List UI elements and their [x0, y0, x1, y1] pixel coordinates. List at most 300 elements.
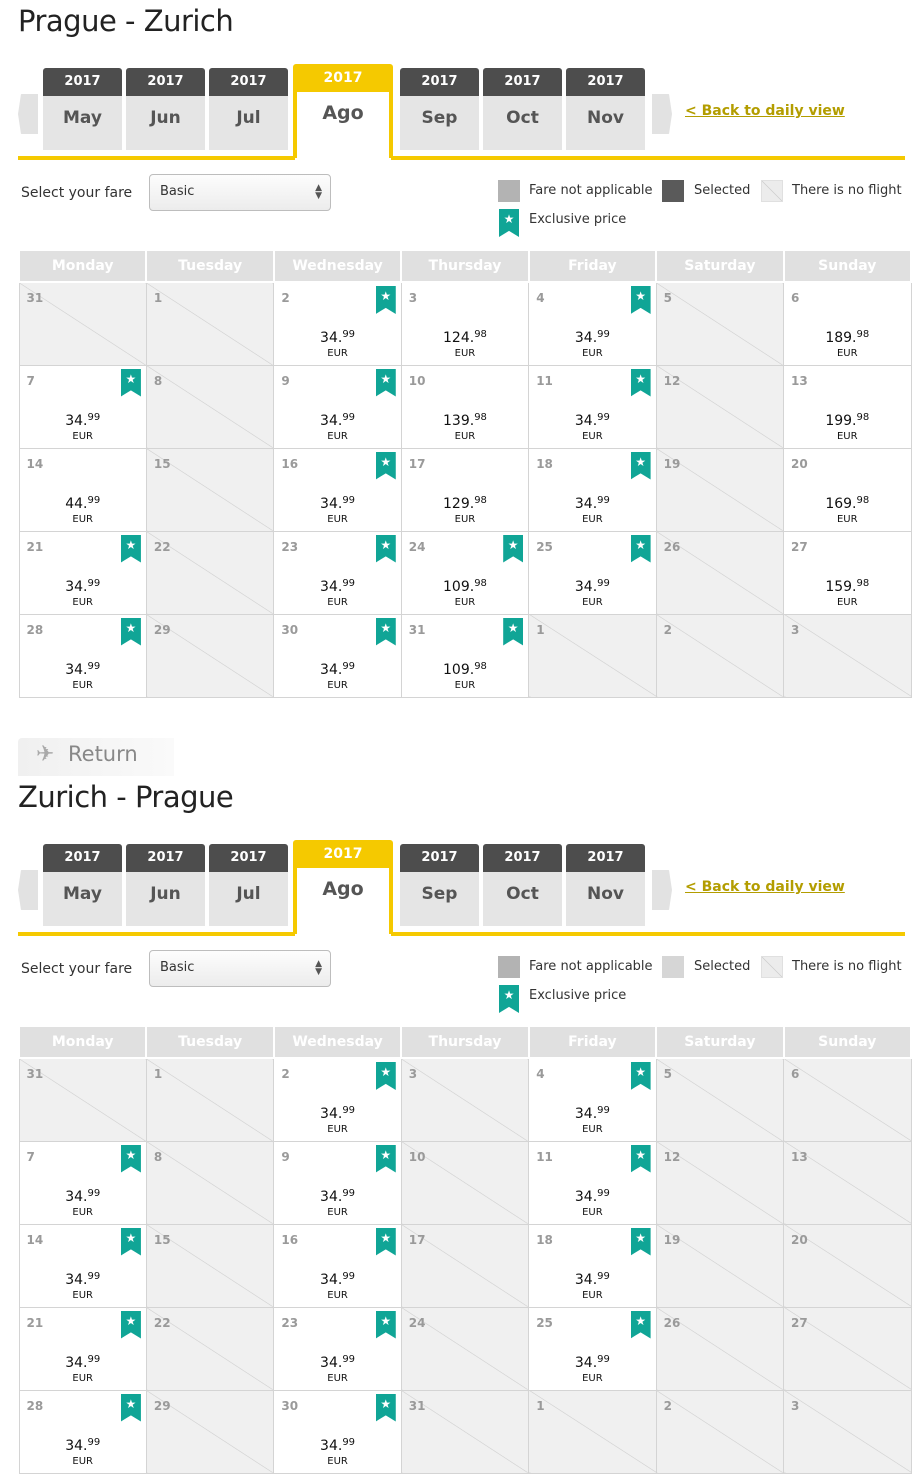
- calendar-day-no-flight: [784, 1224, 911, 1307]
- calendar-day-no-flight: [146, 531, 273, 614]
- calendar-day-fare[interactable]: [784, 282, 911, 365]
- exclusive-price-ribbon-icon: [121, 1228, 141, 1256]
- day-number: 25: [536, 1315, 553, 1330]
- month-tab[interactable]: [209, 68, 288, 150]
- calendar-day-fare[interactable]: [274, 365, 401, 448]
- calendar-day-fare[interactable]: [529, 282, 656, 365]
- fare-currency: EUR: [327, 1289, 348, 1301]
- fare-currency: EUR: [582, 513, 603, 525]
- month-tab-label: Nov: [566, 872, 645, 926]
- calendar-day-no-flight: [656, 1141, 783, 1224]
- calendar-day-fare[interactable]: [784, 365, 911, 448]
- fare-price-decimals: 99: [87, 660, 101, 672]
- fare-price: [274, 494, 400, 511]
- month-tab-year: 2017: [209, 68, 288, 96]
- fare-currency: EUR: [72, 1289, 93, 1301]
- day-number: 15: [153, 1232, 171, 1247]
- fare-currency: EUR: [582, 1372, 603, 1384]
- fare-price-integer: 34.: [574, 1354, 598, 1371]
- calendar-day-fare[interactable]: [529, 448, 656, 531]
- day-number: 7: [26, 373, 35, 388]
- fare-price: [784, 411, 910, 428]
- calendar-day-fare[interactable]: [274, 1224, 401, 1307]
- fare-price-integer: 169.: [825, 495, 857, 512]
- fare-price: [402, 660, 528, 677]
- fare-currency: EUR: [327, 679, 348, 691]
- exclusive-price-ribbon-icon: [631, 1062, 651, 1090]
- fare-price-decimals: 99: [342, 494, 356, 506]
- day-number: 1: [536, 1398, 545, 1413]
- fare-currency: EUR: [327, 596, 348, 608]
- fare-price: [529, 1270, 655, 1287]
- month-tab[interactable]: [566, 68, 645, 150]
- calendar-day-fare[interactable]: [401, 448, 528, 531]
- back-to-daily-view-link[interactable]: < Back to daily view: [685, 103, 845, 119]
- fare-currency: EUR: [454, 513, 476, 525]
- calendar-week-row: [19, 1058, 911, 1141]
- day-number: 3: [791, 622, 800, 637]
- day-number: 31: [26, 1067, 44, 1081]
- fare-price-integer: 34.: [320, 412, 343, 429]
- legend-selected-swatch: [662, 180, 684, 202]
- day-number: 1: [153, 291, 163, 305]
- fare-price: [274, 577, 400, 594]
- fare-price: [274, 1353, 400, 1370]
- fare-price: [784, 494, 910, 511]
- day-number: 30: [281, 622, 299, 637]
- day-number: 6: [791, 1067, 800, 1081]
- fare-currency: EUR: [836, 596, 858, 608]
- month-tab-label: Jul: [209, 96, 288, 150]
- weekday-label: Sunday: [784, 1026, 911, 1058]
- day-number: 15: [153, 456, 171, 471]
- return-tab[interactable]: [18, 738, 174, 776]
- fare-price-decimals: 99: [87, 1436, 101, 1448]
- calendar-day-fare[interactable]: [274, 448, 401, 531]
- fare-price-decimals: 99: [87, 494, 101, 506]
- back-to-daily-view-link[interactable]: < Back to daily view: [685, 879, 845, 895]
- weekday-label: Friday: [529, 250, 656, 282]
- fare-price-decimals: 99: [342, 411, 356, 423]
- calendar-day-fare[interactable]: [274, 1390, 401, 1473]
- weekday-label: Saturday: [656, 250, 783, 282]
- fare-price-integer: 34.: [320, 1271, 343, 1288]
- month-tab[interactable]: [43, 68, 122, 150]
- calendar-day-fare[interactable]: [529, 365, 656, 448]
- legend-not-applicable-swatch: [498, 956, 520, 978]
- exclusive-price-ribbon-icon: [121, 1145, 141, 1173]
- calendar-day-fare[interactable]: [19, 365, 146, 448]
- day-number: 28: [26, 1398, 44, 1413]
- calendar-day-fare[interactable]: [19, 1390, 146, 1473]
- fare-price-decimals: 99: [342, 1105, 356, 1116]
- fare-price-decimals: 99: [342, 1353, 356, 1365]
- day-number: 5: [663, 1067, 672, 1081]
- fare-price-decimals: 98: [474, 577, 487, 589]
- exclusive-price-ribbon-icon: [121, 535, 141, 563]
- calendar-week-row: [19, 1390, 911, 1473]
- weekday-label: Saturday: [656, 1026, 783, 1058]
- exclusive-price-ribbon-icon: [121, 618, 141, 646]
- exclusive-price-ribbon-icon: [121, 1311, 141, 1339]
- day-number: 4: [536, 1067, 545, 1081]
- month-tab-label: Nov: [566, 96, 645, 150]
- day-number: 26: [663, 539, 681, 554]
- month-tab-label: Jun: [126, 96, 205, 150]
- fare-price: [274, 1104, 400, 1121]
- calendar-day-no-flight: [146, 1390, 273, 1473]
- calendar-day-fare[interactable]: [529, 1224, 656, 1307]
- month-tab-year: 2017: [293, 64, 393, 92]
- select-caret-icon: ▲ ▼: [315, 959, 322, 977]
- fare-label: Select your fare: [21, 185, 133, 201]
- month-tab-year: 2017: [400, 68, 479, 96]
- fare-price-integer: 129.: [443, 495, 475, 512]
- month-tab-year: 2017: [483, 844, 562, 872]
- month-tab-label: Jun: [126, 872, 205, 926]
- calendar-day-fare[interactable]: [784, 448, 911, 531]
- calendar-day-fare[interactable]: [19, 1141, 146, 1224]
- day-number: 9: [281, 1149, 290, 1164]
- calendar-day-fare[interactable]: [274, 614, 401, 697]
- fare-price-decimals: 98: [474, 660, 487, 672]
- day-number: 10: [408, 1149, 426, 1164]
- fare-currency: EUR: [327, 1206, 348, 1218]
- fare-price-decimals: 99: [87, 577, 101, 589]
- fare-price-decimals: 99: [597, 1353, 610, 1365]
- fare-price: [529, 494, 655, 511]
- month-tab[interactable]: [209, 844, 288, 926]
- fare-price-integer: 34.: [65, 412, 88, 429]
- fare-price-decimals: 99: [87, 1353, 101, 1365]
- calendar-day-fare[interactable]: [274, 1141, 401, 1224]
- calendar-day-no-flight: [146, 1141, 273, 1224]
- calendar-day-no-flight: [784, 1058, 911, 1141]
- weekday-label: Friday: [529, 1026, 656, 1058]
- exclusive-price-ribbon-icon: [376, 618, 396, 646]
- fare-price-integer: 34.: [320, 495, 343, 512]
- day-number: 5: [663, 291, 672, 305]
- calendar-day-no-flight: [656, 531, 783, 614]
- day-number: 19: [663, 456, 681, 471]
- legend-not-applicable-swatch: [498, 180, 520, 202]
- fare-price-integer: 34.: [65, 1188, 88, 1205]
- fare-price-integer: 34.: [320, 1106, 343, 1122]
- fare-select[interactable]: [149, 174, 331, 211]
- fare-currency: EUR: [72, 1455, 93, 1467]
- calendar-day-fare[interactable]: [529, 1307, 656, 1390]
- tab-underline-left: [18, 932, 295, 936]
- fare-currency: EUR: [72, 596, 93, 608]
- day-number: 3: [408, 1067, 418, 1081]
- fare-select[interactable]: [149, 950, 331, 987]
- month-tab-label: Sep: [400, 872, 479, 926]
- month-tab[interactable]: [483, 844, 562, 926]
- exclusive-price-ribbon-icon: [376, 1062, 396, 1090]
- day-number: 14: [26, 1232, 44, 1247]
- next-months-arrow[interactable]: [652, 94, 672, 134]
- fare-price-integer: 34.: [320, 330, 343, 346]
- day-number: 23: [281, 539, 299, 554]
- fare-currency: EUR: [72, 1372, 93, 1384]
- legend-no-flight: There is no flight: [792, 959, 902, 974]
- day-number: 31: [408, 1398, 426, 1413]
- day-number: 17: [408, 1232, 426, 1247]
- fare-price: [784, 577, 910, 594]
- fare-currency: EUR: [836, 348, 858, 359]
- fare-price-integer: 34.: [574, 1271, 598, 1288]
- month-selector: [0, 64, 920, 164]
- calendar-day-fare[interactable]: [401, 365, 528, 448]
- exclusive-price-ribbon-icon: [121, 1394, 141, 1422]
- exclusive-price-ribbon-icon: [631, 452, 651, 480]
- fare-price-decimals: 99: [597, 1187, 610, 1199]
- legend-selected: Selected: [694, 959, 751, 974]
- calendar-week-row: [19, 1307, 911, 1390]
- calendar-day-no-flight: [784, 1390, 911, 1473]
- month-tab[interactable]: [126, 68, 205, 150]
- fare-currency: EUR: [327, 430, 348, 442]
- day-number: 16: [281, 456, 299, 471]
- fare-price-decimals: 99: [597, 494, 610, 506]
- day-number: 1: [536, 622, 545, 637]
- day-number: 21: [26, 1315, 44, 1330]
- route-title: Prague - Zurich: [18, 4, 234, 38]
- calendar-day-no-flight: [656, 448, 783, 531]
- month-tab-label: Oct: [483, 872, 562, 926]
- fare-currency: EUR: [327, 513, 348, 525]
- calendar-day-fare[interactable]: [401, 282, 528, 365]
- calendar-day-fare[interactable]: [274, 1058, 401, 1141]
- month-tab[interactable]: [293, 64, 393, 160]
- fare-price-decimals: 99: [342, 329, 356, 340]
- fare-currency: EUR: [836, 430, 858, 442]
- calendar-day-fare[interactable]: [19, 531, 146, 614]
- fare-price-decimals: 99: [87, 1187, 101, 1199]
- month-selector: [0, 840, 920, 940]
- fare-price-integer: 189.: [825, 330, 857, 346]
- calendar-day-no-flight: [146, 448, 273, 531]
- fare-currency: EUR: [327, 1372, 348, 1384]
- month-tab-year: 2017: [126, 68, 205, 96]
- calendar-day-fare[interactable]: [529, 1058, 656, 1141]
- month-tab-year: 2017: [566, 844, 645, 872]
- tab-underline-left: [18, 156, 295, 160]
- day-number: 20: [791, 1232, 808, 1247]
- calendar-day-no-flight: [401, 1307, 528, 1390]
- fare-price-decimals: 99: [342, 1436, 356, 1448]
- day-number: 21: [26, 539, 44, 554]
- legend-not-applicable: Fare not applicable: [529, 959, 653, 974]
- weekday-label: Monday: [19, 1026, 146, 1058]
- fare-price: [529, 577, 655, 594]
- fare-price-integer: 109.: [443, 578, 475, 595]
- fare-price: [402, 328, 528, 345]
- fare-price-decimals: 98: [856, 411, 870, 423]
- fare-price: [20, 1436, 146, 1453]
- weekday-label: Tuesday: [146, 250, 273, 282]
- fare-price-integer: 34.: [320, 1437, 343, 1454]
- fare-price: [529, 1187, 655, 1204]
- month-tab[interactable]: [43, 844, 122, 926]
- day-number: 30: [281, 1398, 299, 1413]
- day-number: 18: [536, 1232, 553, 1247]
- calendar-day-no-flight: [784, 1307, 911, 1390]
- fare-currency: EUR: [72, 679, 93, 691]
- fare-price-integer: 34.: [574, 1188, 598, 1205]
- tab-underline-right: [391, 156, 905, 160]
- day-number: 24: [408, 539, 426, 554]
- month-tab[interactable]: [400, 844, 479, 926]
- fare-price: [402, 577, 528, 594]
- day-number: 22: [153, 1315, 171, 1330]
- fare-price-decimals: 99: [597, 329, 610, 340]
- exclusive-price-ribbon-icon: [376, 286, 396, 314]
- fare-price-integer: 34.: [65, 1354, 88, 1371]
- calendar-day-no-flight: [656, 1307, 783, 1390]
- day-number: 2: [663, 622, 672, 637]
- fare-currency: EUR: [72, 513, 93, 525]
- fare-price: [274, 411, 400, 428]
- fare-calendar: [18, 1025, 912, 1474]
- fare-price-decimals: 98: [474, 329, 487, 340]
- plane-icon: ✈: [36, 742, 55, 767]
- month-tab-year: 2017: [483, 68, 562, 96]
- calendar-day-fare[interactable]: [19, 614, 146, 697]
- month-tab[interactable]: [566, 844, 645, 926]
- legend-not-applicable: Fare not applicable: [529, 183, 653, 198]
- fare-price: [20, 411, 146, 428]
- fare-currency: EUR: [327, 1455, 348, 1467]
- fare-price-integer: 34.: [574, 412, 598, 429]
- legend-no-flight: There is no flight: [792, 183, 902, 198]
- exclusive-price-ribbon-icon: [631, 369, 651, 397]
- month-tab[interactable]: [400, 68, 479, 150]
- weekday-header: [19, 250, 911, 282]
- calendar-day-no-flight: [146, 365, 273, 448]
- prev-months-arrow[interactable]: [18, 870, 38, 910]
- fare-currency: EUR: [454, 430, 476, 442]
- fare-price-integer: 34.: [574, 495, 598, 512]
- month-tab[interactable]: [293, 840, 393, 936]
- exclusive-price-ribbon-icon: [376, 1228, 396, 1256]
- calendar-day-fare[interactable]: [274, 282, 401, 365]
- day-number: 17: [408, 456, 426, 471]
- legend-no-flight-swatch: [761, 956, 783, 978]
- weekday-label: Sunday: [784, 250, 911, 282]
- fare-label: Select your fare: [21, 961, 133, 977]
- exclusive-ribbon-icon: [499, 209, 519, 237]
- day-number: 16: [281, 1232, 299, 1247]
- fare-price: [529, 328, 655, 345]
- calendar-day-no-flight: [529, 614, 656, 697]
- day-number: 2: [663, 1398, 672, 1413]
- day-number: 1: [153, 1067, 163, 1081]
- day-number: 13: [791, 1149, 808, 1164]
- month-tab[interactable]: [483, 68, 562, 150]
- calendar-day-fare[interactable]: [19, 1224, 146, 1307]
- fare-price: [274, 1436, 400, 1453]
- month-tab-year: 2017: [43, 844, 122, 872]
- month-tab[interactable]: [126, 844, 205, 926]
- exclusive-price-ribbon-icon: [376, 1145, 396, 1173]
- fare-price-integer: 34.: [320, 1354, 343, 1371]
- day-number: 12: [663, 373, 681, 388]
- fare-price-decimals: 99: [87, 411, 101, 423]
- month-tab-label: Jul: [209, 872, 288, 926]
- calendar-day-fare[interactable]: [401, 614, 528, 697]
- calendar-day-fare[interactable]: [529, 1141, 656, 1224]
- day-number: 4: [536, 291, 545, 305]
- route-title: Zurich - Prague: [18, 780, 234, 814]
- exclusive-price-ribbon-icon: [631, 286, 651, 314]
- day-number: 27: [791, 539, 808, 554]
- fare-price: [274, 1270, 400, 1287]
- legend-selected: Selected: [694, 183, 751, 198]
- day-number: 31: [408, 622, 426, 637]
- month-tab-year: 2017: [293, 840, 393, 868]
- calendar-day-fare[interactable]: [19, 448, 146, 531]
- fare-currency: EUR: [72, 430, 93, 442]
- fare-price: [20, 494, 146, 511]
- calendar-day-no-flight: [529, 1390, 656, 1473]
- tab-underline-right: [391, 932, 905, 936]
- day-number: 9: [281, 373, 290, 388]
- calendar-day-fare[interactable]: [274, 1307, 401, 1390]
- calendar-week-row: [19, 531, 911, 614]
- calendar-day-fare[interactable]: [784, 531, 911, 614]
- fare-currency: EUR: [582, 1124, 603, 1135]
- calendar-day-fare[interactable]: [529, 531, 656, 614]
- day-number: 8: [153, 373, 163, 388]
- day-number: 14: [26, 456, 44, 471]
- fare-price-integer: 34.: [65, 578, 88, 595]
- exclusive-price-ribbon-icon: [503, 618, 523, 646]
- fare-price: [274, 328, 400, 345]
- calendar-week-row: [19, 614, 911, 697]
- fare-select-value: Basic: [160, 184, 195, 199]
- calendar-day-no-flight: [784, 1141, 911, 1224]
- calendar-day-fare[interactable]: [274, 531, 401, 614]
- fare-price-integer: 109.: [443, 661, 475, 678]
- fare-currency: EUR: [836, 513, 858, 525]
- day-number: 31: [26, 291, 44, 305]
- month-tab-label: Ago: [293, 868, 393, 934]
- prev-months-arrow[interactable]: [18, 94, 38, 134]
- day-number: 3: [791, 1398, 800, 1413]
- calendar-day-no-flight: [146, 1307, 273, 1390]
- day-number: 11: [536, 1149, 553, 1164]
- day-number: 11: [536, 373, 553, 388]
- calendar-day-fare[interactable]: [19, 1307, 146, 1390]
- day-number: 6: [791, 291, 800, 305]
- day-number: 19: [663, 1232, 681, 1247]
- fare-price-decimals: 98: [856, 577, 870, 589]
- fare-price-integer: 34.: [574, 578, 598, 595]
- fare-price-decimals: 98: [856, 329, 870, 340]
- calendar-day-fare[interactable]: [401, 531, 528, 614]
- calendar-day-no-flight: [401, 1390, 528, 1473]
- calendar-day-no-flight: [146, 1058, 273, 1141]
- day-number: 23: [281, 1315, 299, 1330]
- fare-price: [274, 660, 400, 677]
- day-number: 22: [153, 539, 171, 554]
- fare-price-decimals: 99: [597, 411, 610, 423]
- next-months-arrow[interactable]: [652, 870, 672, 910]
- fare-price-integer: 159.: [825, 578, 857, 595]
- fare-price-integer: 139.: [443, 412, 475, 429]
- calendar-day-no-flight: [656, 1224, 783, 1307]
